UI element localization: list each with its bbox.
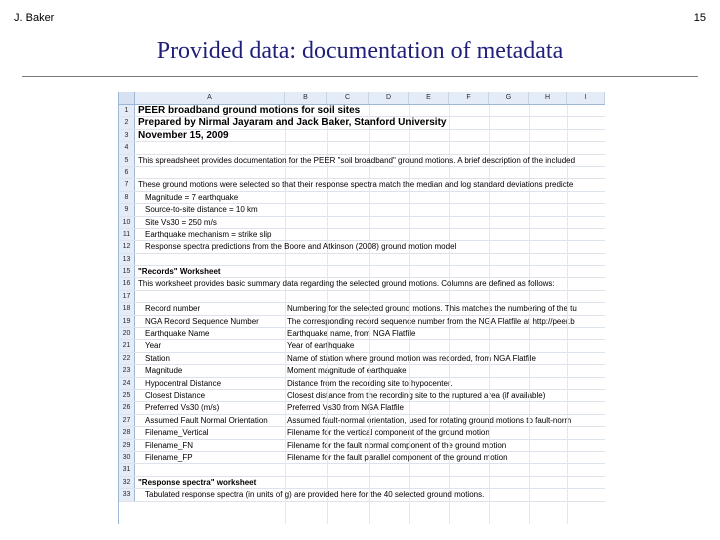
cell-b	[285, 142, 605, 153]
cell-a: November 15, 2009	[138, 129, 229, 141]
column-header-f: F	[449, 92, 489, 104]
cell-b: Filename for the fault normal component of the ground motion	[287, 440, 507, 450]
cell-b	[285, 464, 605, 475]
sheet-row	[119, 155, 605, 167]
cell-a: "Records" Worksheet	[138, 267, 221, 277]
row-number: 32	[119, 477, 135, 488]
column-header-d: D	[369, 92, 409, 104]
sheet-row	[119, 415, 605, 427]
row-number: 3	[119, 130, 135, 141]
row-number: 23	[119, 365, 135, 376]
sheet-row	[119, 328, 605, 340]
cell-b: Distance from the recording site to hypocenter.	[287, 378, 453, 388]
spreadsheet-screenshot	[118, 92, 605, 524]
row-number: 12	[119, 241, 135, 252]
sheet-row	[119, 241, 605, 253]
sheet-row	[119, 378, 605, 390]
row-number: 4	[119, 142, 135, 153]
sheet-row	[119, 142, 605, 154]
cell-a: Magnitude = 7 earthquake	[145, 192, 239, 202]
row-number: 19	[119, 316, 135, 327]
sheet-row	[119, 402, 605, 414]
cell-a: PEER broadband ground motions for soil sites	[138, 105, 361, 116]
cell-a: Site Vs30 = 250 m/s	[145, 217, 217, 227]
row-number: 11	[119, 229, 135, 240]
cell-a	[135, 142, 285, 153]
cell-b	[285, 167, 605, 178]
cell-b: Numbering for the selected ground motions. This matches the numbering of the tu	[287, 304, 577, 314]
row-number: 26	[119, 402, 135, 413]
cell-b	[285, 254, 605, 265]
cell-a	[135, 254, 285, 265]
select-all-corner	[119, 92, 135, 104]
sheet-row	[119, 427, 605, 439]
cell-b: Filename for the fault parallel component of the ground motion	[287, 452, 508, 462]
sheet-row	[119, 340, 605, 352]
cell-b	[285, 266, 605, 277]
row-number: 28	[119, 427, 135, 438]
row-number: 2	[119, 117, 135, 128]
row-number: 20	[119, 328, 135, 339]
sheet-row	[119, 464, 605, 476]
sheet-row	[119, 477, 605, 489]
cell-a: Station	[145, 353, 170, 363]
row-number: 31	[119, 464, 135, 475]
sheet-row	[119, 316, 605, 328]
cell-b: Name of station where ground motion was recorded, from NGA Flatfile	[287, 353, 536, 363]
row-number: 33	[119, 489, 135, 500]
cell-a: Preferred Vs30 (m/s)	[145, 403, 220, 413]
row-number: 17	[119, 291, 135, 302]
row-number: 18	[119, 303, 135, 314]
row-number: 13	[119, 254, 135, 265]
sheet-row	[119, 217, 605, 229]
column-header-i: I	[567, 92, 605, 104]
author-name: J. Baker	[14, 12, 55, 24]
cell-b	[285, 477, 605, 488]
row-number: 9	[119, 204, 135, 215]
sheet-row	[119, 117, 605, 129]
sheet-row	[119, 390, 605, 402]
cell-b	[285, 192, 605, 203]
sheet-row	[119, 179, 605, 191]
row-number: 29	[119, 440, 135, 451]
sheet-row	[119, 192, 605, 204]
column-header-g: G	[489, 92, 529, 104]
cell-a: This spreadsheet provides documentation for the PEER "soil broadband" ground motions. A brief description of the included	[138, 155, 576, 165]
cell-a: Tabulated response spectra (in units of g) are provided here for the 40 selected ground motions.	[145, 490, 485, 500]
column-header-row	[119, 92, 605, 105]
cell-b: Filename for the vertical component of the ground motion	[287, 428, 490, 438]
row-number: 27	[119, 415, 135, 426]
column-header-h: H	[529, 92, 567, 104]
sheet-row	[119, 167, 605, 179]
row-number: 8	[119, 192, 135, 203]
sheet-row	[119, 105, 605, 117]
sheet-row	[119, 130, 605, 142]
row-number: 25	[119, 390, 135, 401]
sheet-rows	[119, 105, 605, 502]
cell-a: Hypocentral Distance	[145, 378, 222, 388]
cell-a: Closest Distance	[145, 390, 206, 400]
sheet-row	[119, 365, 605, 377]
cell-b: Year of earthquake	[287, 341, 355, 351]
cell-b: The corresponding record sequence number from the NGA Flatfile at http://peer.b	[287, 316, 575, 326]
sheet-row	[119, 489, 605, 501]
column-header-b: B	[285, 92, 327, 104]
cell-b	[285, 229, 605, 240]
cell-b: Preferred Vs30 from NGA Flatfile	[287, 403, 404, 413]
sheet-row	[119, 278, 605, 290]
column-header-c: C	[327, 92, 369, 104]
cell-a: Prepared by Nirmal Jayaram and Jack Baker, Stanford University	[138, 117, 447, 129]
cell-a	[135, 291, 285, 302]
cell-a: Magnitude	[145, 366, 183, 376]
cell-a: Earthquake mechanism = strike slip	[145, 229, 272, 239]
slide-title: Provided data: documentation of metadata	[156, 38, 564, 64]
sheet-row	[119, 204, 605, 216]
sheet-row	[119, 229, 605, 241]
cell-a: Year	[145, 341, 162, 351]
cell-a: Assumed Fault Normal Orientation	[145, 415, 268, 425]
sheet-row	[119, 266, 605, 278]
cell-a: Filename_FP	[145, 452, 193, 462]
cell-b: Closest distance from the recording site to the ruptured area (if available)	[287, 390, 546, 400]
sheet-row	[119, 452, 605, 464]
row-number: 5	[119, 155, 135, 166]
cell-b	[285, 291, 605, 302]
cell-a: Filename_FN	[145, 440, 194, 450]
cell-b: Earthquake name, from NGA Flatfile	[287, 329, 416, 339]
column-header-a: A	[135, 92, 285, 104]
column-header-e: E	[409, 92, 449, 104]
cell-a: Record number	[145, 304, 201, 314]
cell-a: NGA Record Sequence Number	[145, 316, 259, 326]
sheet-row	[119, 254, 605, 266]
page-number: 15	[693, 12, 706, 24]
row-number: 24	[119, 378, 135, 389]
cell-a: This worksheet provides basic summary data regarding the selected ground motions. Columns are defined as follows:	[138, 279, 555, 289]
cell-b: Assumed fault-normal orientation, used for rotating ground motions to fault-norm	[287, 415, 572, 425]
cell-a: Source-to-site distance = 10 km	[145, 205, 258, 215]
cell-a: Filename_Vertical	[145, 428, 209, 438]
sheet-row	[119, 440, 605, 452]
sheet-row	[119, 303, 605, 315]
sheet-row	[119, 353, 605, 365]
row-number: 6	[119, 167, 135, 178]
cell-a: These ground motions were selected so that their response spectra match the median and log standard deviations predicte	[138, 180, 574, 190]
cell-a: Response spectra predictions from the Boore and Atkinson (2008) ground motion model	[145, 242, 457, 252]
cell-b	[285, 217, 605, 228]
row-number: 21	[119, 340, 135, 351]
row-number: 10	[119, 217, 135, 228]
cell-a: "Response spectra" worksheet	[138, 477, 257, 487]
row-number: 7	[119, 179, 135, 190]
row-number: 22	[119, 353, 135, 364]
cell-a: Earthquake Name	[145, 329, 210, 339]
row-number: 16	[119, 278, 135, 289]
cell-a	[135, 167, 285, 178]
row-number: 30	[119, 452, 135, 463]
cell-b	[285, 130, 605, 141]
cell-b	[285, 204, 605, 215]
row-number: 1	[119, 105, 135, 116]
cell-a	[135, 464, 285, 475]
sheet-row	[119, 291, 605, 303]
cell-b: Moment magnitude of earthquake	[287, 366, 407, 376]
row-number: 15	[119, 266, 135, 277]
title-divider	[22, 76, 698, 77]
